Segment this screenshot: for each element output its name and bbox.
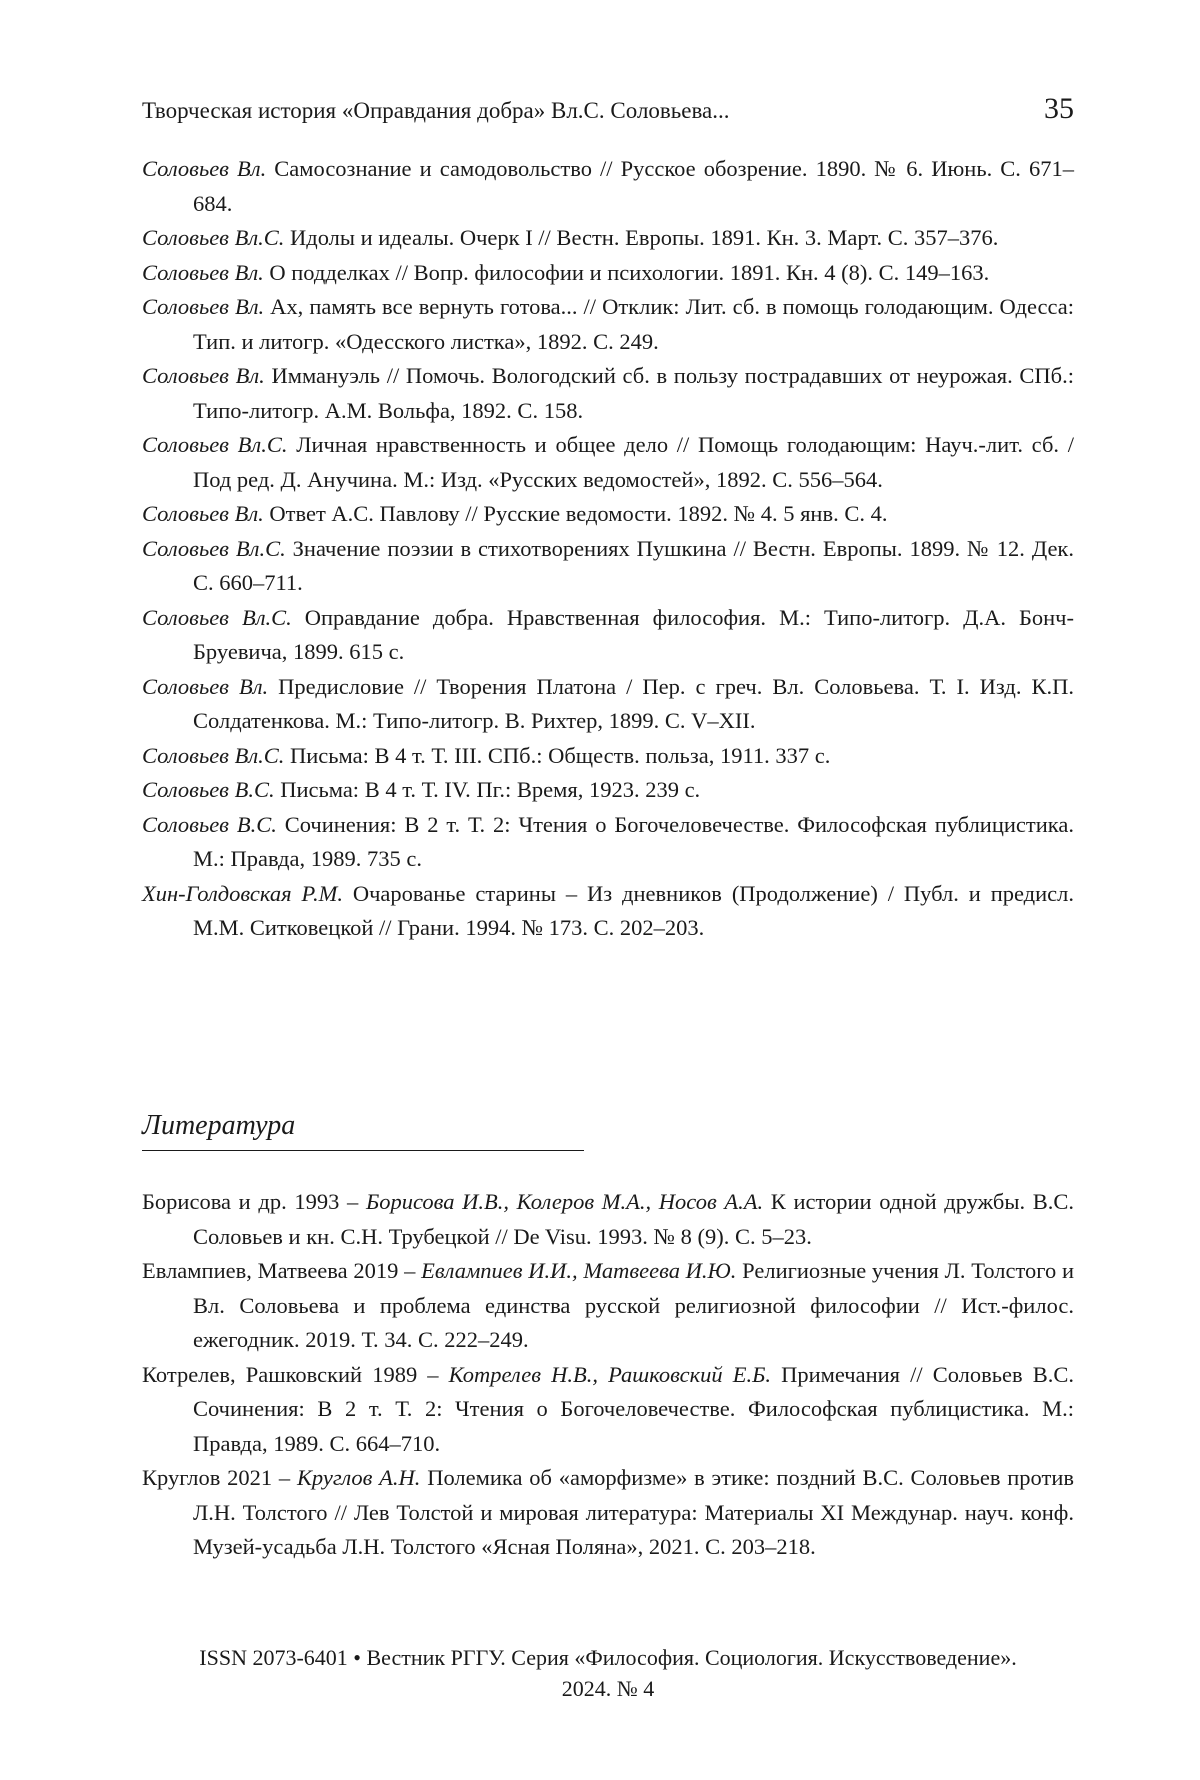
entry-author: Соловьев Вл.С. xyxy=(142,432,287,457)
literature-entry xyxy=(142,1461,1074,1565)
entry-author: Соловьев В.С. xyxy=(142,777,275,802)
entry-key: Котрелев, Рашковский 1989 – xyxy=(142,1362,449,1387)
entry-text: Ах, память все вернуть готова... // Отклик: Лит. сб. в помощь голодающим. Одесса: Тип. и литогр. «Одесского листка», 1892. С. 249. xyxy=(193,294,1074,354)
entry-key: Борисова и др. 1993 – xyxy=(142,1189,366,1214)
running-title: Творческая история «Оправдания добра» Вл.С. Соловьева... xyxy=(142,98,730,124)
source-entry xyxy=(142,739,1074,774)
running-head xyxy=(142,92,1074,126)
source-entry xyxy=(142,670,1074,739)
source-entry xyxy=(142,497,1074,532)
entry-author: Соловьев Вл. xyxy=(142,501,264,526)
entry-text: Очарованье старины – Из дневников (Продолжение) / Публ. и предисл. М.М. Ситковецкой // Грани. 1994. № 173. С. 202–203. xyxy=(193,881,1074,941)
entry-author: Евлампиев И.И., Матвеева И.Ю. xyxy=(421,1258,736,1283)
literature-entry xyxy=(142,1185,1074,1254)
source-entry xyxy=(142,359,1074,428)
entry-author: Соловьев В.С. xyxy=(142,812,277,837)
entry-key: Круглов 2021 – xyxy=(142,1465,297,1490)
entry-text: Значение поэзии в стихотворениях Пушкина // Вестн. Европы. 1899. № 12. Дек. С. 660–711. xyxy=(193,536,1074,596)
entry-author: Соловьев Вл. xyxy=(142,363,265,388)
entry-text: Письма: В 4 т. Т. III. СПб.: Обществ. польза, 1911. 337 с. xyxy=(284,743,830,768)
entry-text: Религиозные учения Л. Толстого и Вл. Соловьева и проблема единства русской религиозной философии // Ист.-филос. ежегодник. 2019. Т. 34. С. 222–249. xyxy=(193,1258,1074,1352)
footer-line-issn: ISSN 2073-6401 • Вестник РГГУ. Серия «Философия. Социология. Искусствоведение». xyxy=(142,1642,1074,1673)
entry-author: Соловьев Вл. xyxy=(142,674,268,699)
sources-list xyxy=(142,152,1074,946)
entry-text: Иммануэль // Помочь. Вологодский сб. в пользу пострадавших от неурожая. СПб.: Типо-литогр. А.М. Вольфа, 1892. С. 158. xyxy=(193,363,1074,423)
literature-list xyxy=(142,1185,1074,1565)
source-entry xyxy=(142,877,1074,946)
source-entry xyxy=(142,773,1074,808)
entry-text: О подделках // Вопр. философии и психологии. 1891. Кн. 4 (8). С. 149–163. xyxy=(264,260,989,285)
journal-footer xyxy=(142,1642,1074,1704)
source-entry xyxy=(142,601,1074,670)
entry-text: Идолы и идеалы. Очерк I // Вестн. Европы. 1891. Кн. 3. Март. С. 357–376. xyxy=(284,225,998,250)
source-entry xyxy=(142,152,1074,221)
source-entry xyxy=(142,256,1074,291)
entry-author: Соловьев Вл. xyxy=(142,294,264,319)
entry-text: Полемика об «аморфизме» в этике: поздний В.С. Соловьев против Л.Н. Толстого // Лев Толстой и мировая литература: Материалы XI Междунар. науч. конф. Музей-усадьба Л.Н. Толстого «Ясная Поляна», 2021. С. 203–218. xyxy=(193,1465,1074,1559)
entry-text: Самосознание и самодовольство // Русское обозрение. 1890. № 6. Июнь. С. 671–684. xyxy=(193,156,1074,216)
entry-author: Соловьев Вл. xyxy=(142,156,266,181)
entry-author: Борисова И.В., Колеров М.А., Носов А.А. xyxy=(366,1189,763,1214)
page-number: 35 xyxy=(1044,92,1074,126)
source-entry xyxy=(142,290,1074,359)
entry-author: Соловьев Вл.С. xyxy=(142,536,286,561)
entry-key: Евлампиев, Матвеева 2019 – xyxy=(142,1258,421,1283)
literature-entry xyxy=(142,1358,1074,1462)
source-entry xyxy=(142,428,1074,497)
source-entry xyxy=(142,221,1074,256)
entry-text: Личная нравственность и общее дело // Помощь голодающим: Науч.-лит. сб. / Под ред. Д. Анучина. М.: Изд. «Русских ведомостей», 1892. С. 556–564. xyxy=(193,432,1074,492)
entry-author: Хин-Голдовская Р.М. xyxy=(142,881,343,906)
entry-text: К истории одной дружбы. В.С. Соловьев и кн. С.Н. Трубецкой // De Visu. 1993. № 8 (9). С. 5–23. xyxy=(193,1189,1074,1249)
entry-author: Соловьев Вл. xyxy=(142,260,264,285)
entry-author: Круглов А.Н. xyxy=(297,1465,420,1490)
entry-text: Письма: В 4 т. Т. IV. Пг.: Время, 1923. 239 с. xyxy=(275,777,701,802)
entry-text: Ответ А.С. Павлову // Русские ведомости. 1892. № 4. 5 янв. С. 4. xyxy=(264,501,888,526)
entry-text: Предисловие // Творения Платона / Пер. с греч. Вл. Соловьева. Т. I. Изд. К.П. Солдатенкова. М.: Типо-литогр. В. Рихтер, 1899. С. V–XII. xyxy=(193,674,1074,734)
footer-line-issue: 2024. № 4 xyxy=(142,1673,1074,1704)
literature-entry xyxy=(142,1254,1074,1358)
source-entry xyxy=(142,808,1074,877)
entry-text: Сочинения: В 2 т. Т. 2: Чтения о Богочеловечестве. Философская публицистика. М.: Правда, 1989. 735 с. xyxy=(193,812,1074,872)
entry-author: Соловьев Вл.С. xyxy=(142,225,284,250)
literature-heading: Литература xyxy=(142,1110,584,1151)
entry-author: Соловьев Вл.С. xyxy=(142,743,284,768)
entry-author: Соловьев Вл.С. xyxy=(142,605,292,630)
entry-text: Оправдание добра. Нравственная философия. М.: Типо-литогр. Д.А. Бонч-Бруевича, 1899. 615 с. xyxy=(193,605,1074,665)
entry-author: Котрелев Н.В., Рашковский Е.Б. xyxy=(449,1362,771,1387)
source-entry xyxy=(142,532,1074,601)
entry-text: Примечания // Соловьев В.С. Сочинения: В 2 т. Т. 2: Чтения о Богочеловечестве. Философская публицистика. М.: Правда, 1989. С. 664–710. xyxy=(193,1362,1074,1456)
